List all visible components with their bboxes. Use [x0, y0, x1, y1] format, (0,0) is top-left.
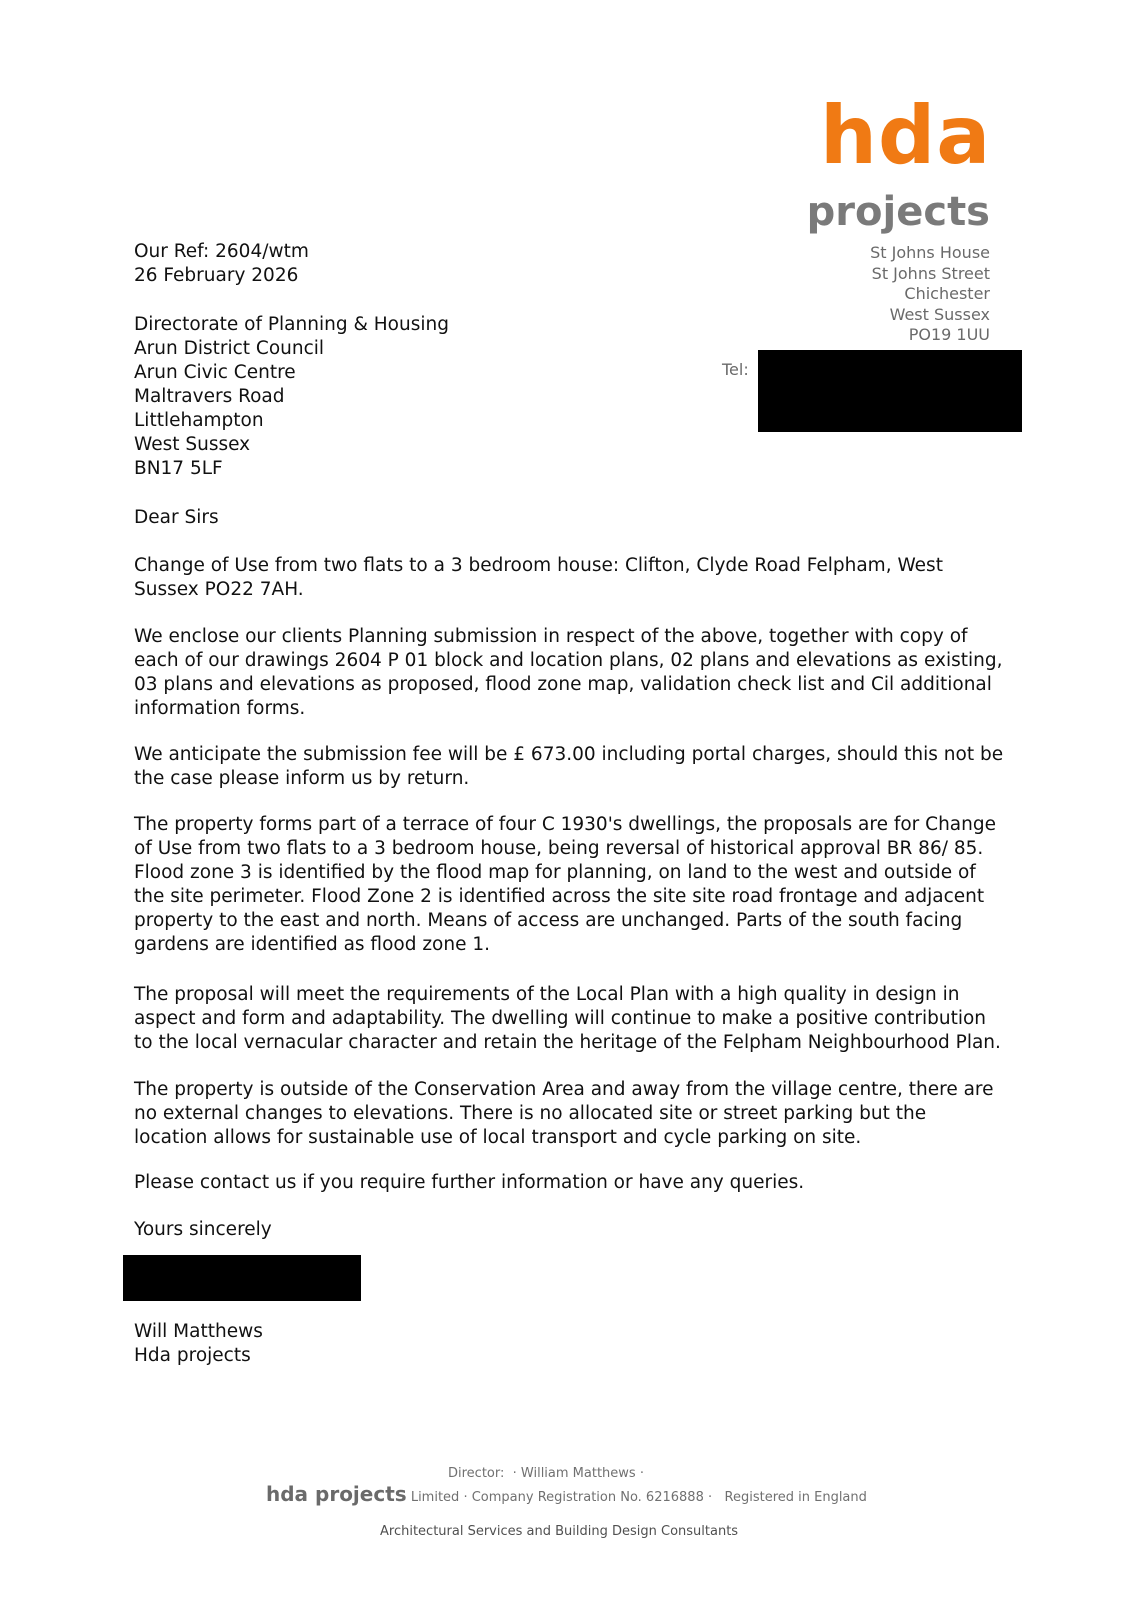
footer-director-label: Director:: [448, 1466, 505, 1481]
footer-brand: hda projects: [266, 1482, 407, 1506]
signatory: [134, 1320, 263, 1368]
body-paragraph: We enclose our clients Planning submission in respect of the above, together with copy of each of our drawings 2604 P 01 block and location plans, 02 plans and elevations as existing, 03 plans and elevations as proposed, flood zone map, validation check list and Cil additional information forms.: [134, 626, 1003, 719]
recipient-line: Arun Civic Centre: [134, 362, 296, 383]
address-line: West Sussex: [889, 304, 990, 324]
logo-projects: projects: [806, 189, 990, 235]
date: 26 February 2026: [134, 265, 299, 286]
signatory-company: Hda projects: [134, 1345, 251, 1366]
footer-director-name: William Matthews: [520, 1466, 636, 1481]
sender-address: [800, 243, 990, 346]
tel-label: Tel:: [722, 360, 749, 379]
recipient-line: Littlehampton: [134, 410, 264, 431]
redacted-telephone: [758, 350, 1022, 432]
body-paragraph: The property forms part of a terrace of four C 1930's dwellings, the proposals are for Change of Use from two flats to a 3 bedroom house, being reversal of historical approval BR 86/ 85. Flood zone 3 is identified by the flood map for planning, on land to the west and outside of the site perimeter. Flood Zone 2 is identified across the site site road frontage and adjacent property to the east and north. Means of access are unchanged. Parts of the south facing gardens are identified as flood zone 1.: [134, 814, 996, 955]
recipient-line: Arun District Council: [134, 338, 325, 359]
body-paragraph: We anticipate the submission fee will be £ 673.00 including portal charges, should this not be the case please inform us by return.: [134, 744, 1004, 789]
subject: Change of Use from two flats to a 3 bedroom house: Clifton, Clyde Road Felpham, West Sussex PO22 7AH.: [134, 555, 943, 600]
body-paragraph: Please contact us if you require further information or have any queries.: [134, 1172, 805, 1193]
body-paragraph: The property is outside of the Conservation Area and away from the village centre, there are no external changes to elevations. There is no allocated site or street parking but the location allows for sustainable use of local transport and cycle parking on site.: [134, 1079, 994, 1148]
footer-director: Director: · William Matthews ·: [448, 1466, 644, 1481]
address-line: St Johns Street: [871, 263, 990, 283]
recipient-address: [134, 313, 449, 481]
address-line: Chichester: [904, 284, 990, 303]
address-line: PO19 1UU: [908, 325, 990, 344]
closing: Yours sincerely: [134, 1219, 272, 1240]
signatory-name: Will Matthews: [134, 1321, 263, 1342]
recipient-line: West Sussex: [134, 434, 251, 455]
footer-company-line: hda projects Limited · Company Registration No. 6216888 · Registered in England: [266, 1482, 867, 1506]
reference: Our Ref: 2604/wtm: [134, 241, 309, 262]
footer-limited: Limited: [410, 1490, 460, 1505]
body-paragraph: The proposal will meet the requirements of the Local Plan with a high quality in design in aspect and form and adaptability. The dwelling will continue to make a positive contribution to the local vernacular character and retain the heritage of the Felpham Neighbourhood Plan.: [134, 984, 1001, 1053]
footer-services: Architectural Services and Building Design Consultants: [380, 1524, 739, 1539]
salutation: Dear Sirs: [134, 507, 219, 528]
footer-registration: Company Registration No. 6216888: [471, 1490, 704, 1505]
recipient-line: Maltravers Road: [134, 386, 285, 407]
footer-registered: Registered in England: [724, 1490, 867, 1505]
recipient-line: BN17 5LF: [134, 458, 223, 479]
address-line: St Johns House: [870, 243, 990, 262]
logo-hda: hda: [820, 89, 992, 182]
recipient-line: Directorate of Planning & Housing: [134, 314, 449, 335]
reference-block: [134, 240, 309, 288]
redacted-signature: [123, 1255, 361, 1301]
